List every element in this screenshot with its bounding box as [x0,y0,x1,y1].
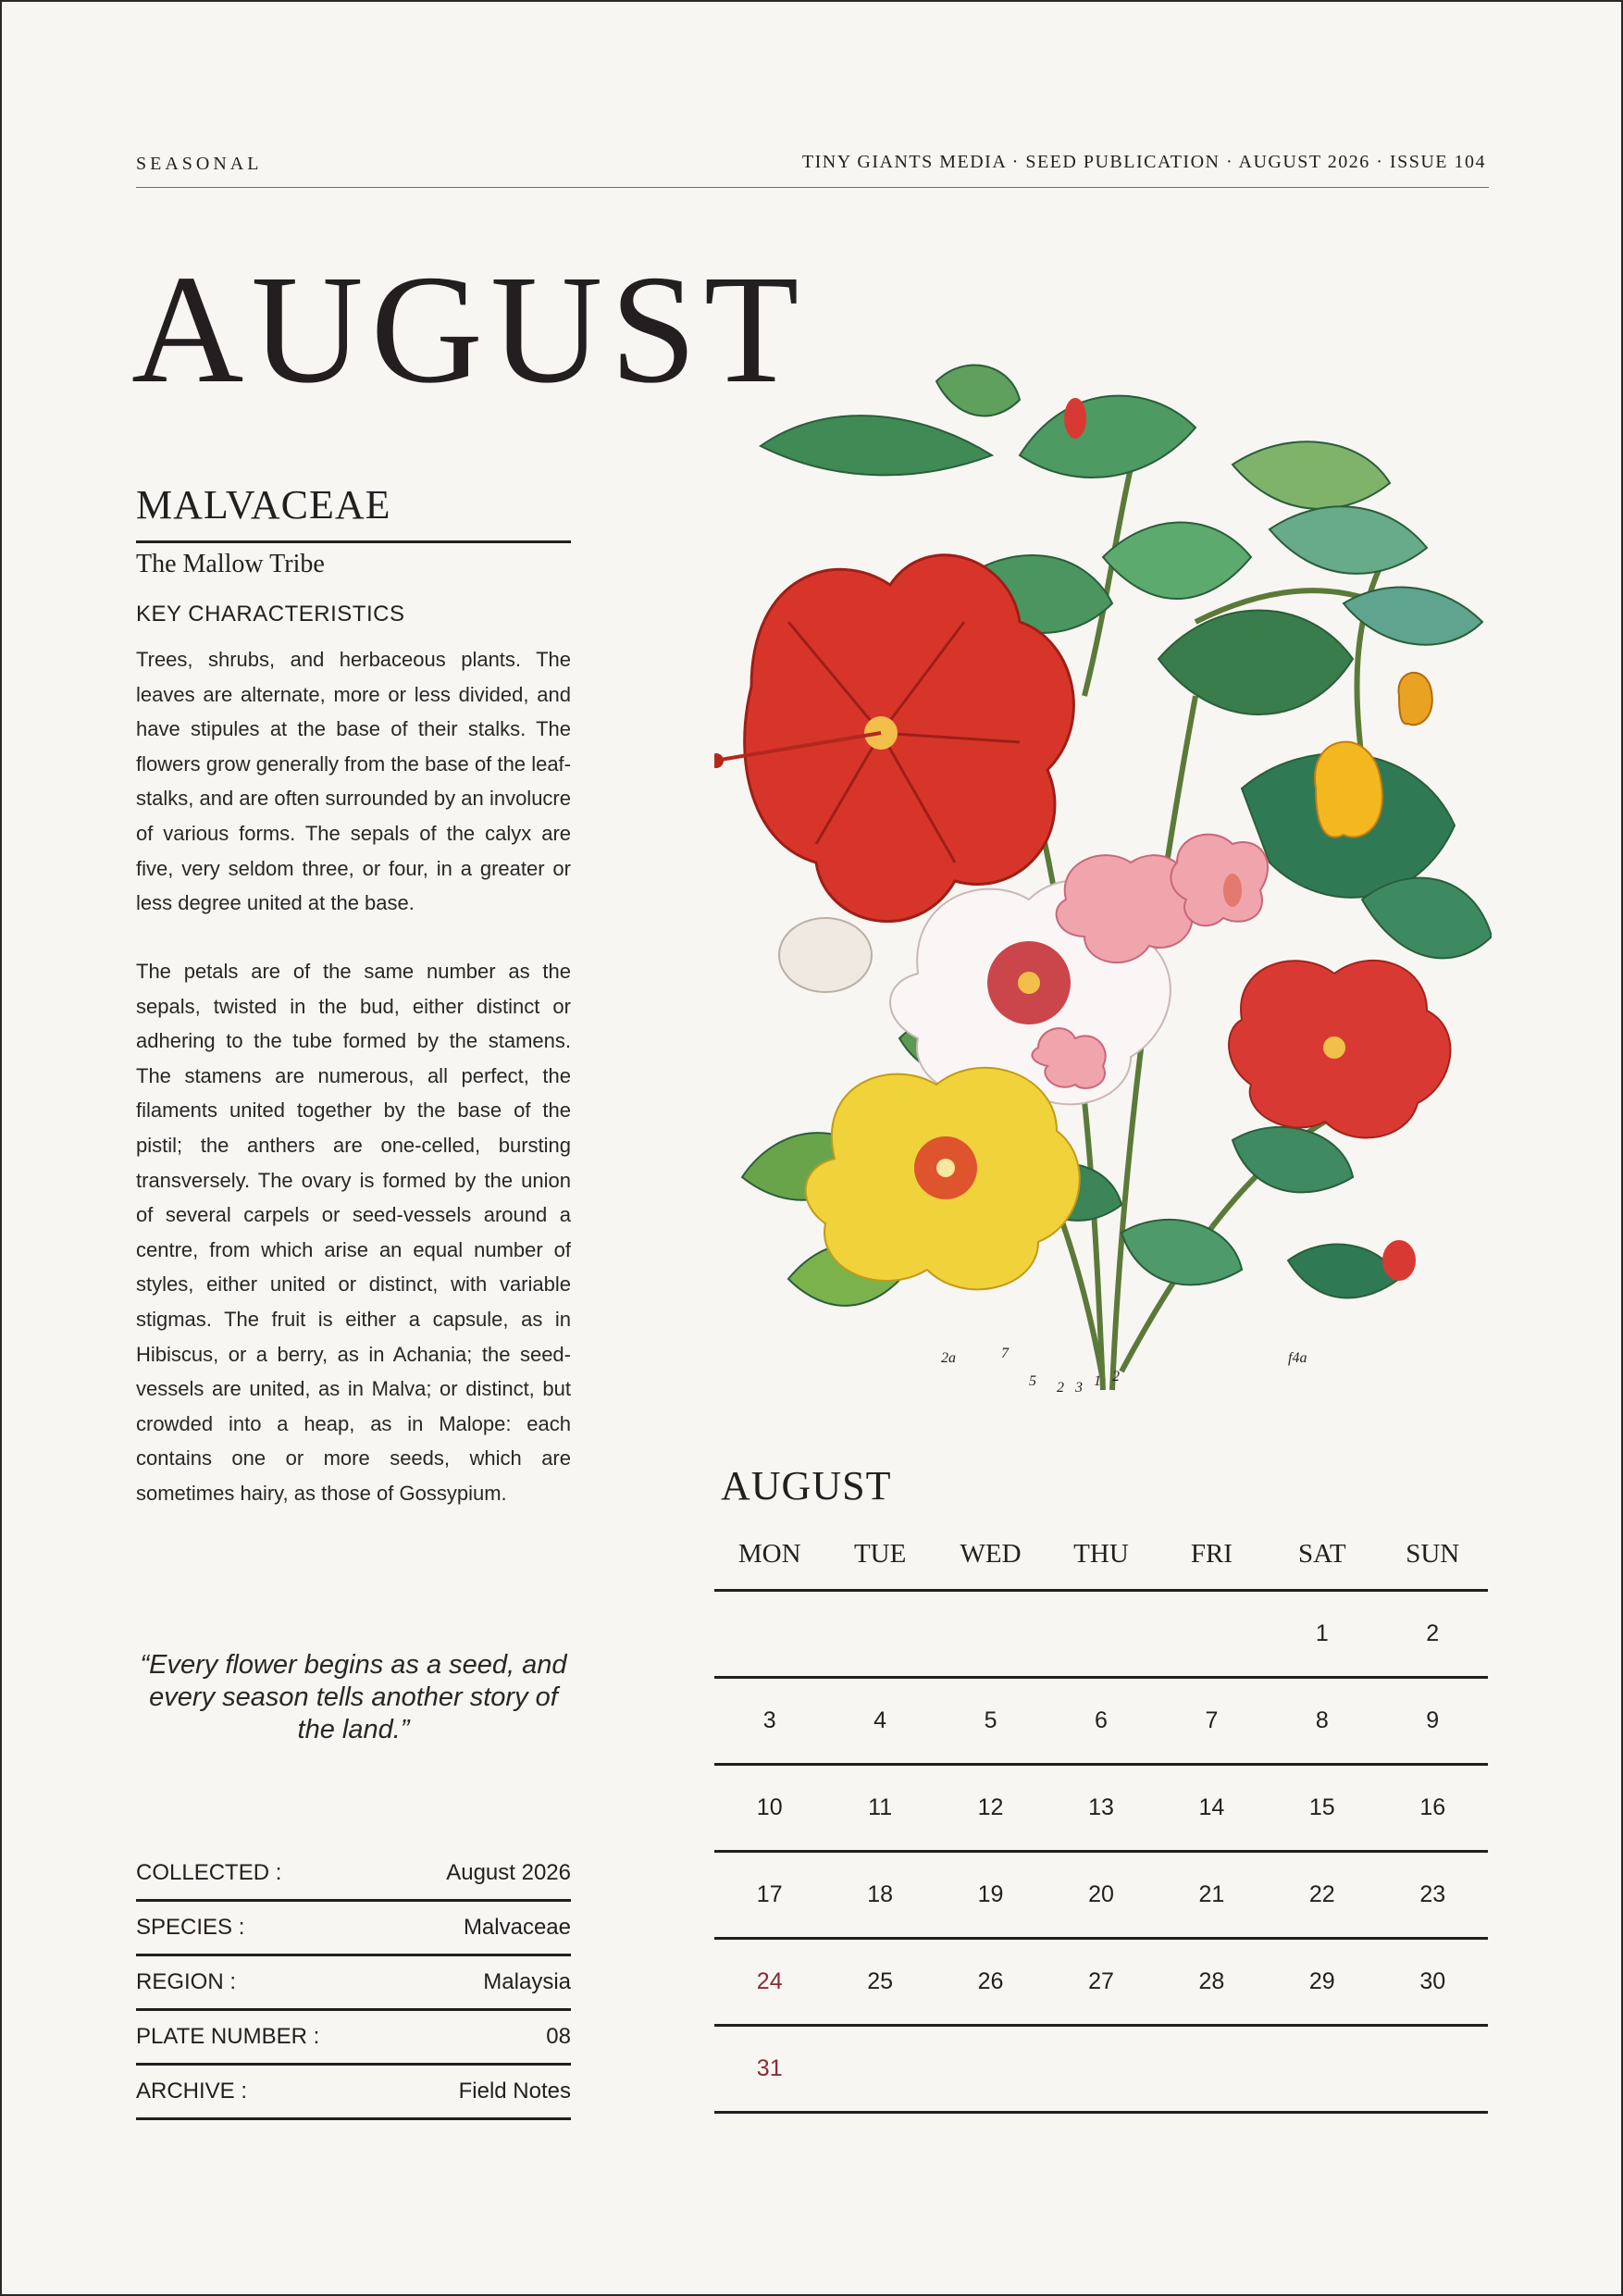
calendar-week-row [714,1679,1488,1766]
detail-row-species [136,1902,571,1956]
weekday-thu: THU [1073,1539,1129,1569]
calendar-week-row [714,1766,1488,1853]
calendar-empty-cell [1157,1592,1267,1676]
calendar-day: 25 [867,1968,894,1994]
calendar-day: 20 [1088,1881,1114,1907]
family-divider [136,540,571,543]
calendar-day: 14 [1198,1794,1225,1820]
calendar-day: 16 [1419,1794,1446,1820]
calendar-day: 29 [1308,1968,1335,1994]
figure-label: 3 [1075,1380,1083,1396]
calendar-empty-cell [714,1592,824,1676]
calendar-day: 4 [873,1707,887,1733]
calendar-empty-cell [1157,2027,1267,2111]
calendar-day: 10 [756,1794,783,1820]
detail-value: Malaysia [483,1969,571,1994]
figure-label: f4a [1288,1350,1307,1366]
detail-label: PLATE NUMBER : [136,2024,320,2049]
calendar-grid [714,1531,1488,2114]
calendar-day: 22 [1308,1881,1335,1907]
figure-label: 2a [941,1350,956,1366]
calendar-day: 9 [1426,1707,1440,1733]
month-title: AUGUST [131,243,807,416]
calendar-day: 12 [977,1794,1004,1820]
weekday-wed: WED [960,1539,1022,1569]
calendar-day: 8 [1315,1707,1329,1733]
weekday-fri: FRI [1190,1539,1233,1569]
calendar-day: 13 [1088,1794,1114,1820]
calendar-day: 24 [756,1968,783,1994]
calendar-day: 6 [1095,1707,1108,1733]
calendar-empty-cell [935,2027,1046,2111]
detail-value: August 2026 [446,1860,571,1885]
calendar-week-row [714,2027,1488,2114]
figure-label: 5 [1029,1373,1036,1389]
yellow-hibiscus-flower [806,1068,1080,1289]
calendar-day: 19 [977,1881,1004,1907]
weekday-tue: TUE [853,1539,907,1569]
calendar-week-row [714,1853,1488,1940]
calendar-day: 26 [977,1968,1004,1994]
calendar-empty-cell [1378,2027,1488,2111]
detail-label: ARCHIVE : [136,2079,248,2104]
calendar-day: 17 [756,1881,783,1907]
detail-row-region [136,1956,571,2011]
description-paragraph-1: Trees, shrubs, and herbaceous plants. The leaves are alternate, more or less divided, and have stipules at the base of their stalks. The flowers grow generally from the base of the leaf-stalks, and are often surrounded by an involucre of various forms. The sepals of the calyx are five, very seldom three, or four, in a greater or less degree united at the base. [136,648,571,915]
calendar-day: 2 [1426,1620,1440,1646]
calendar-day: 27 [1088,1968,1114,1994]
calendar-empty-cell [824,1592,935,1676]
calendar-day: 15 [1308,1794,1335,1820]
calendar-day: 31 [756,2055,783,2081]
figure-label: 7 [1001,1346,1009,1361]
calendar-empty-cell [1046,1592,1156,1676]
calendar-day: 18 [867,1881,894,1907]
description-paragraph-2: The petals are of the same number as the sepals, twisted in the bud, either distinct or adhering to the tube formed by the stamens. The stamens are numerous, all perfect, the filaments united together by the base of the pistil; the anthers are one-celled, bursting transversely. The ovary is formed by the union of several carpels or seed-vessels around a centre, from which arise an equal number of styles, either united or distinct, with variable stigmas. The fruit is either a capsule, as in Hibiscus, or a berry, as in Achania; the seed-vessels are united, as in Malva; or distinct, but crowded into a heap, as in Malope: each contains one or more seeds, which are sometimes hairy, as those of Gossypium. [136,960,571,1505]
weekday-sun: SUN [1406,1539,1460,1569]
calendar-day: 7 [1205,1707,1219,1733]
figure-label: 2 [1112,1369,1120,1384]
detail-value: Malvaceae [463,1915,571,1940]
figure-label: 1 [1094,1373,1101,1389]
detail-label: SPECIES : [136,1915,245,1940]
calendar-empty-cell [1267,2027,1377,2111]
detail-row-archive [136,2066,571,2120]
calendar-title: AUGUST [721,1463,892,1508]
mallow-bouquet-illustration [714,344,1492,1409]
specimen-details [136,1847,571,2120]
quote: “Every flower begins as a seed, and every season tells another story of the land.” [140,1650,567,1744]
calendar-weeks [714,1592,1488,2114]
calendar-weekday-header [714,1531,1488,1592]
detail-label: REGION : [136,1969,237,1994]
calendar-empty-cell [1046,2027,1156,2111]
detail-value: 08 [546,2024,571,2049]
header-divider [136,187,1489,188]
characteristics-heading: KEY CHARACTERISTICS [136,602,405,627]
calendar-day: 3 [762,1707,776,1733]
figure-label: 2 [1057,1380,1064,1396]
calendar-day: 28 [1198,1968,1225,1994]
weekday-mon: MON [737,1539,801,1569]
detail-row-plate-number [136,2011,571,2066]
calendar-day: 23 [1419,1881,1446,1907]
family-name: MALVACEAE [136,482,391,527]
calendar-day: 5 [984,1707,997,1733]
calendar-day: 21 [1198,1881,1225,1907]
weekday-sat: SAT [1298,1539,1346,1569]
calendar-week-row [714,1592,1488,1679]
calendar-empty-cell [824,2027,935,2111]
detail-row-collected [136,1847,571,1902]
calendar-day: 1 [1315,1620,1329,1646]
detail-value: Field Notes [458,2079,571,2104]
tribe-name: The Mallow Tribe [136,550,325,578]
calendar-week-row [714,1940,1488,2027]
section-label: SEASONAL [136,154,263,174]
calendar-empty-cell [935,1592,1046,1676]
calendar-day: 11 [868,1794,893,1820]
calendar-day: 30 [1419,1968,1446,1994]
detail-label: COLLECTED : [136,1860,282,1885]
publication-line: TINY GIANTS MEDIA · SEED PUBLICATION · AUGUST 2026 · ISSUE 104 [801,152,1486,172]
red-mallow-flower [1229,961,1450,1138]
